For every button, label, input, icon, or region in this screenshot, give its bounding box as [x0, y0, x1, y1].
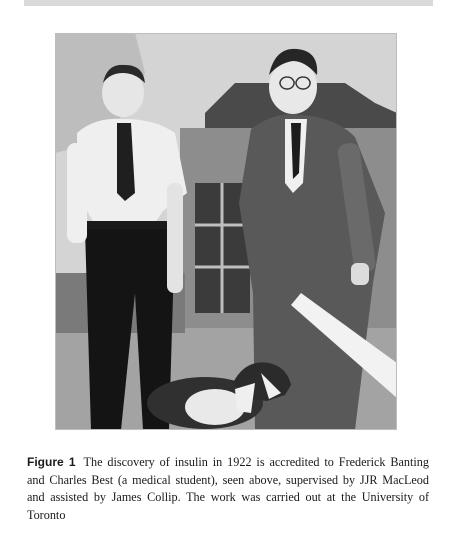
top-rule	[24, 0, 433, 6]
figure-label: Figure 1	[27, 455, 76, 470]
figure-caption-text: The discovery of insulin in 1922 is accredited to Frederick Banting and Charles Best (a medical student), seen above, supervised by JJR MacLeod and assisted by James Collip. The work was carried out at the University of Toronto	[27, 455, 429, 522]
figure-photograph	[55, 33, 397, 430]
figure-caption	[27, 454, 429, 524]
photograph-image	[55, 33, 397, 430]
